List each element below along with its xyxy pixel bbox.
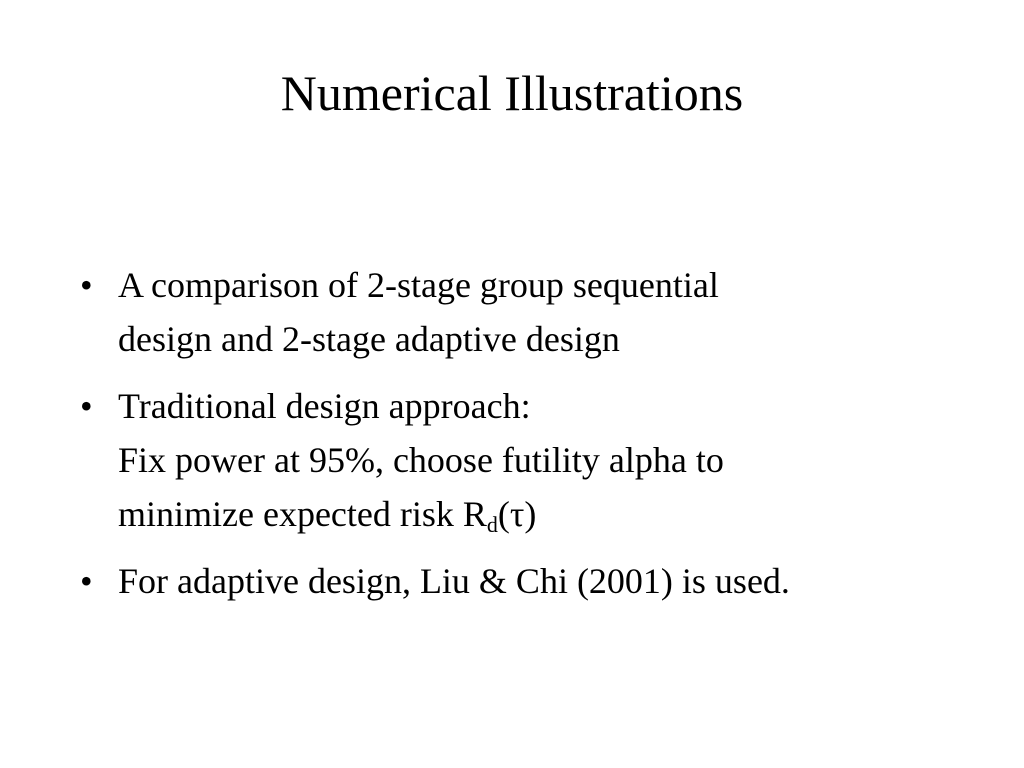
risk-suffix-text: (τ): [497, 494, 537, 534]
bullet-icon: •: [80, 561, 93, 601]
bullet-list: [76, 258, 976, 621]
bullet-icon: •: [80, 265, 93, 305]
bullet-text-line: Fix power at 95%, choose futility alpha to: [118, 440, 724, 480]
bullet-item-comparison: [76, 258, 976, 366]
slide-title: Numerical Illustrations: [280, 65, 744, 121]
bullet-text-line-risk: [118, 487, 976, 541]
bullet-item-traditional-design: [76, 379, 976, 541]
bullet-item-adaptive-design: [76, 554, 976, 608]
risk-subscript: d: [486, 512, 498, 537]
risk-prefix-text: minimize expected risk R: [118, 494, 487, 534]
bullet-icon: •: [80, 386, 93, 426]
bullet-text-line: For adaptive design, Liu & Chi (2001) is used.: [118, 561, 790, 601]
bullet-text-line: design and 2-stage adaptive design: [118, 319, 620, 359]
bullet-text-line: Traditional design approach:: [118, 386, 531, 426]
bullet-text-line: A comparison of 2-stage group sequential: [118, 265, 719, 305]
